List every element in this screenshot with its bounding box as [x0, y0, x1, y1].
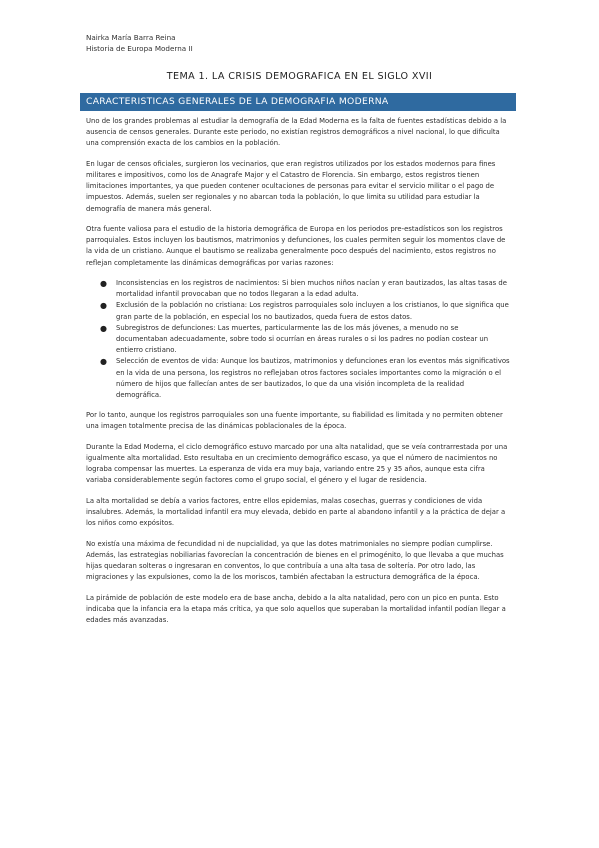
- section-heading: CARACTERISTICAS GENERALES DE LA DEMOGRAFIA MODERNA: [80, 93, 516, 111]
- list-item-text: Exclusión de la población no cristiana: Los registros parroquiales solo incluyen a los cristianos, lo que significa que gran parte de la población, en especial los no bautizados, queda fuera de estos datos.: [116, 301, 509, 321]
- paragraph: Durante la Edad Moderna, el ciclo demográfico estuvo marcado por una alta natalidad, que se veía contrarrestada por una igualmente alta mortalidad. Esto resultaba en un crecimiento demográfico escaso, ya que el número de nacimientos no lograba compensar las muertes. La esperanza de vida era muy baja, variando entre 25 y 35 años, aunque esta cifra variaba considerablemente según factores como el grupo social, el género y el lugar de residencia.: [86, 442, 508, 485]
- course-name: Historia de Europa Moderna II: [86, 43, 193, 53]
- list-item: [86, 323, 511, 357]
- document-header: [86, 33, 193, 54]
- bullet-icon: ●: [100, 357, 107, 367]
- list-item-text: Subregistros de defunciones: Las muertes, particularmente las de los más jóvenes, a menudo no se documentaban adecuadamente, sobre todo si ocurrían en áreas rurales o si los padres no podían costear un entierro cristiano.: [116, 323, 489, 355]
- list-item: [86, 278, 511, 300]
- list-item-text: Selección de eventos de vida: Aunque los bautizos, matrimonios y defunciones eran los eventos más significativos en la vida de una persona, los registros no reflejaban otros factores sociales importantes como la migración o el número de hijos que fallecían antes de ser bautizados, lo que da una visión incompleta de la realidad demográfica.: [116, 357, 510, 400]
- list-item: [86, 356, 511, 401]
- bullet-icon: ●: [100, 279, 107, 288]
- paragraph: No existía una máxima de fecundidad ni de nupcialidad, ya que las dotes matrimoniales no siempre podían cumplirse. Además, las estrategias nobiliarias favorecían la concentración de bienes en el primogénito, lo que llevaba a que muchas hijas quedaran solteras o ingresaran en conventos, lo que contribuía a una alta tasa de soltería. Por otro lado, las migraciones y las expulsiones, como la de los moriscos, también afectaban la estructura demográfica de la época.: [86, 539, 504, 582]
- document-title: TEMA 1. LA CRISIS DEMOGRAFICA EN EL SIGLO XVII: [166, 71, 433, 82]
- bullet-icon: ●: [100, 301, 107, 311]
- bullet-icon: ●: [100, 323, 107, 333]
- paragraph: En lugar de censos oficiales, surgieron los vecinarios, que eran registros utilizados por los estados modernos para fines militares e impositivos, como los de Anagrafe Major y el Catastro de Florencia. Sin embargo, estos registros tienen limitaciones importantes, ya que pueden contener ocultaciones de personas para evitar el servicio militar o el pago de impuestos. Además, suelen ser regionales y no abarcan toda la población, lo que limita su utilidad para estudiar la demografía de manera más general.: [86, 159, 496, 213]
- paragraph: La alta mortalidad se debía a varios factores, entre ellos epidemias, malas cosechas, guerras y condiciones de vida insalubres. Además, la mortalidad infantil era muy elevada, debido en parte al abandono infantil y a la práctica de dejar a los niños como expósitos.: [86, 496, 506, 528]
- author-name: Nairka María Barra Reina: [86, 33, 176, 42]
- paragraph: La pirámide de población de este modelo era de base ancha, debido a la alta natalidad, pero con un pico en punta. Esto indicaba que la infancia era la etapa más crítica, ya que solo aquellos que superaban la mortalidad infantil podían llegar a edades más avanzadas.: [86, 593, 506, 625]
- document-body: [86, 116, 511, 635]
- bullet-list: [86, 278, 511, 401]
- list-item-text: Inconsistencias en los registros de nacimientos: Si bien muchos niños nacían y eran bautizados, las altas tasas de mortalidad infantil provocaban que no todos llegaran a la edad adulta.: [116, 279, 507, 299]
- paragraph: Uno de los grandes problemas al estudiar la demografía de la Edad Moderna es la falta de fuentes estadísticas debido a la ausencia de censos generales. Durante este periodo, no existían registros demográficos a nivel nacional, lo que dificulta una comprensión exacta de los cambios en la población.: [86, 117, 507, 148]
- paragraph: Por lo tanto, aunque los registros parroquiales son una fuente importante, su fiabilidad es limitada y no permiten obtener una imagen totalmente precisa de las dinámicas poblacionales de la época.: [86, 411, 503, 431]
- paragraph: Otra fuente valiosa para el estudio de la historia demográfica de Europa en los periodos pre-estadísticos son los registros parroquiales. Estos incluyen los bautismos, matrimonios y defunciones, los cuales permiten seguir los momentos clave de la vida de un cristiano. Aunque el bautismo se realizaba generalmente poco después del nacimiento, estos registros no reflejan completamente las dinámicas demográficas por varias razones:: [86, 225, 506, 267]
- list-item: [86, 300, 511, 322]
